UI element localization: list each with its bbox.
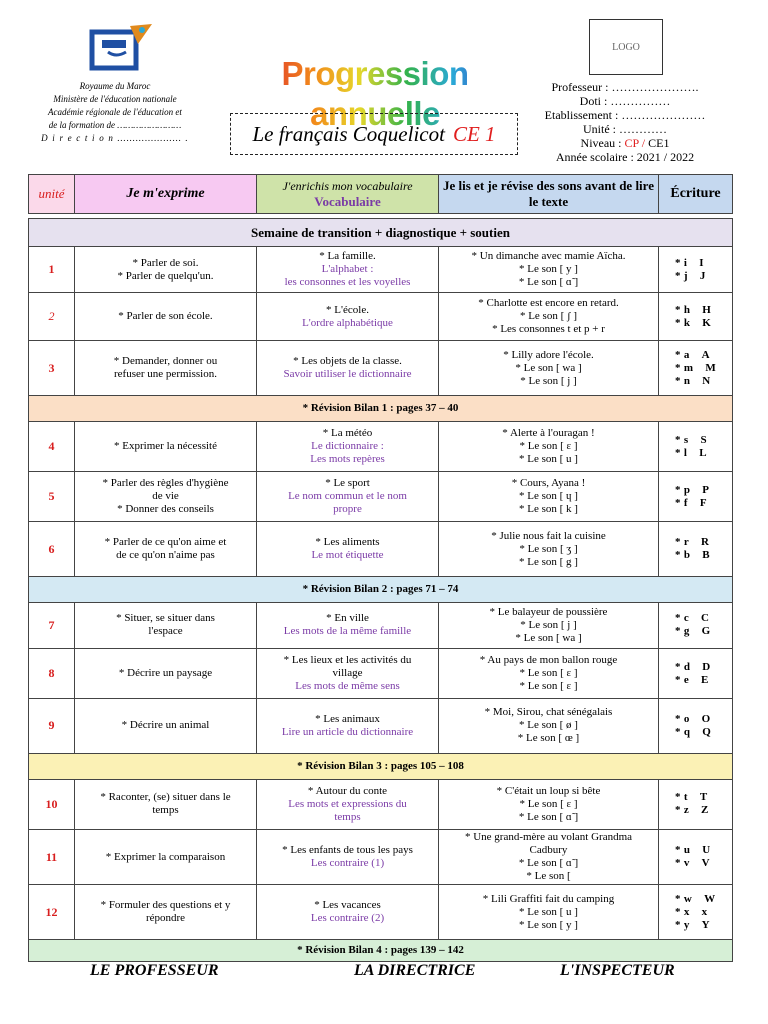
teacher-info [530,80,720,164]
info-annee: Année scolaire : 2021 / 2022 [555,150,695,164]
uppercase-letter: N [702,374,711,387]
uppercase-letter: O [701,712,711,725]
org-line: de la formation de …………………… [48,120,182,130]
lowercase-letter: * v [675,857,690,870]
vocabulaire-notion: Lire un article du dictionnaire [281,725,414,738]
exprime-line: * Parler de soi. [132,256,199,269]
uppercase-letter: V [701,857,710,870]
lowercase-letter: * s [675,433,689,446]
ecriture-cell [659,341,733,395]
lecture-cell [439,829,659,884]
uppercase-letter: F [699,496,707,509]
ecriture-letter-pair [661,919,730,932]
ecriture-letter-pair [661,484,730,497]
uppercase-letter: A [701,348,710,361]
ecriture-cell [659,829,733,884]
vocabulaire-cell [257,885,439,939]
unit-row [29,472,733,522]
unit-number: 9 [29,699,75,753]
revision-row-cell: * Révision Bilan 4 : pages 139 – 142 [29,939,733,961]
vocabulaire-theme: * Les enfants de tous les pays [282,844,413,857]
lowercase-letter: * a [675,348,690,361]
ecriture-cell [659,699,733,753]
lecture-line: * Le son [ wa ] [515,631,582,644]
uppercase-letter: T [699,791,708,804]
revision-row-cell: * Révision Bilan 2 : pages 71 – 74 [29,576,733,602]
progression-table-body [29,175,733,962]
lecture-line: * Julie nous fait la cuisine [491,529,606,542]
lecture-line: * Le son [ ɥ ] [519,490,578,503]
exprime-cell [75,885,257,939]
revision-row-cell: * Révision Bilan 3 : pages 105 – 108 [29,753,733,779]
lecture-line: * Charlotte est encore en retard. [478,297,619,310]
vocabulaire-theme: * Les objets de la classe. [293,355,402,368]
lowercase-letter: * n [675,374,691,387]
lecture-line: * Le son [ ɛ ] [519,440,578,453]
exprime-cell [75,699,257,753]
vocabulaire-notion: L'ordre alphabétique [302,316,393,329]
niveau-ce1: CE1 [648,136,670,150]
unit-number: 3 [29,341,75,395]
unit-number: 11 [29,829,75,884]
exprime-line: * Parler de quelqu'un. [117,269,214,282]
exprime-line: * Parler de son école. [118,310,213,323]
vocabulaire-notion: L'alphabet : [321,263,374,276]
logo-placeholder-text: LOGO [612,41,640,53]
exprime-line: refuser une permission. [114,368,217,381]
vocabulaire-cell [257,421,439,471]
lecture-line: * Le son [ ø ] [519,719,578,732]
lecture-line: * Le son [ wa ] [515,361,582,374]
exprime-cell [75,522,257,576]
lowercase-letter: * b [675,549,691,562]
lowercase-letter: * e [675,673,690,686]
lowercase-letter: * r [675,536,690,549]
lowercase-letter: * y [675,918,690,931]
vocabulaire-cell [257,293,439,341]
vocabulaire-theme: * Les aliments [315,536,380,549]
header-unite: unité [29,175,75,214]
vocabulaire-cell [257,472,439,522]
vocabulaire-cell [257,699,439,753]
info-doti: Doti : …………… [579,94,671,108]
unit-row [29,247,733,293]
exprime-line: répondre [145,912,186,925]
ecriture-letter-pair [661,497,730,510]
niveau-label: Niveau : [580,136,625,150]
lecture-line: * Le son [ œ ] [517,732,580,745]
exprime-line: * Situer, se situer dans [116,612,215,625]
uppercase-letter: D [702,660,711,673]
vocabulaire-notion: Savoir utiliser le dictionnaire [283,368,412,381]
unit-row [29,885,733,939]
vocabulaire-notion: Les mots et expressions du [288,797,407,810]
org-line: D i r e c t i o n ………………… . [41,133,189,143]
uppercase-letter: Z [701,804,709,817]
header-lecture: Je lis et je révise des sons avant de lire le texte [439,175,659,214]
revision-row [29,753,733,779]
uppercase-letter: Q [702,725,712,738]
header-voc-line1: J'enrichis mon vocabulaire [282,178,413,193]
uppercase-letter: M [705,361,717,374]
ecriture-letter-pair [661,906,730,919]
vocabulaire-theme: * L'école. [326,303,369,316]
uppercase-letter: Y [701,918,710,931]
ecriture-cell [659,293,733,341]
uppercase-letter: K [702,316,712,329]
revision-row [29,939,733,961]
vocabulaire-theme: * Les vacances [314,899,381,912]
lowercase-letter: * g [675,625,690,638]
lecture-line: * Le son [ ɛ ] [519,667,578,680]
ecriture-letter-pair [661,434,730,447]
logo-placeholder [589,19,663,75]
lecture-line: * Le son [ j ] [520,618,577,631]
progression-table [28,174,733,962]
lecture-cell [439,522,659,576]
vocabulaire-cell [257,522,439,576]
ecriture-letter-pair [661,536,730,549]
ecriture-letter-pair [661,661,730,674]
niveau-cp: CP [624,136,639,150]
exprime-line: * Donner des conseils [117,503,214,516]
exprime-line: de ce qu'on n'aime pas [116,549,215,562]
exprime-line: * Exprimer la comparaison [105,850,226,863]
lecture-line: * Lilly adore l'école. [503,348,594,361]
vocabulaire-theme: * En ville [326,612,369,625]
lecture-line: * Le son [ k ] [519,503,578,516]
exprime-line: * Exprimer la nécessité [114,440,217,453]
lecture-cell [439,779,659,829]
exprime-line: * Demander, donner ou [113,355,218,368]
vocabulaire-theme: * Les lieux et les activités du [283,654,412,667]
lecture-cell [439,602,659,648]
lecture-line: * Le son [ u ] [519,905,578,918]
lowercase-letter: * l [675,446,688,459]
lecture-line: * Le son [ ɑ̃ ] [518,857,579,870]
lecture-cell [439,648,659,698]
lecture-cell [439,699,659,753]
unit-number: 1 [29,247,75,293]
unit-number: 7 [29,602,75,648]
ecriture-letter-pair [661,362,730,375]
header-voc-line2: Vocabulaire [314,193,381,209]
vocabulaire-theme: village [332,667,363,680]
exprime-cell [75,293,257,341]
lecture-line: * Le son [ ɛ ] [519,680,578,693]
uppercase-letter: U [702,844,711,857]
exprime-line: de vie [152,490,179,503]
vocabulaire-notion: temps [334,810,361,823]
vocabulaire-cell [257,829,439,884]
ecriture-letter-pair [661,349,730,362]
header-exprime: Je m'exprime [75,175,257,214]
unit-number: 4 [29,421,75,471]
ecriture-cell [659,885,733,939]
unit-number: 2 [29,293,75,341]
vocabulaire-theme: * La météo [322,427,373,440]
lowercase-letter: * k [675,316,691,329]
ecriture-letter-pair [661,713,730,726]
lecture-line: * Le son [ ɑ̃ ] [518,276,579,289]
exprime-cell [75,341,257,395]
signature-directrice: LA DIRECTRICE [354,962,476,979]
vocabulaire-cell [257,602,439,648]
lecture-line: Cadbury [529,844,568,857]
unit-row [29,293,733,341]
lecture-line: * Le son [ y ] [519,263,578,276]
vocabulaire-theme: * Autour du conte [307,784,388,797]
ecriture-letter-pair [661,625,730,638]
lecture-line: * Moi, Sirou, chat sénégalais [484,706,613,719]
org-line: Académie régionale de l'éducation et [48,107,182,117]
ecriture-letter-pair [661,549,730,562]
lecture-line: * Le son [ j ] [520,374,577,387]
lowercase-letter: * i [675,256,688,269]
unit-row [29,341,733,395]
exprime-line: * Raconter, (se) situer dans le [100,791,231,804]
organization-block [30,80,200,145]
ecriture-letter-pair [661,726,730,739]
ecriture-cell [659,472,733,522]
signature-inspecteur: L'INSPECTEUR [560,962,675,979]
lecture-line: * Les consonnes t et p + r [492,323,605,336]
unit-number: 5 [29,472,75,522]
lecture-line: * Une grand-mère au volant Grandma [464,831,633,844]
exprime-cell [75,421,257,471]
unit-number: 8 [29,648,75,698]
ecriture-letter-pair [661,804,730,817]
lowercase-letter: * x [675,905,690,918]
uppercase-letter: J [699,269,706,282]
lowercase-letter: * q [675,725,691,738]
ecriture-letter-pair [661,612,730,625]
revision-row [29,576,733,602]
vocabulaire-notion: Le nom commun et le nom [288,490,407,503]
ecriture-letter-pair [661,447,730,460]
niveau-sep: / [638,136,649,150]
header-ecriture: Écriture [659,175,733,214]
unit-row [29,602,733,648]
vocabulaire-theme: * Les animaux [315,712,380,725]
ecriture-letter-pair [661,304,730,317]
uppercase-letter: B [702,549,710,562]
ecriture-cell [659,648,733,698]
signature-professeur: LE PROFESSEUR [90,962,219,979]
ecriture-cell [659,247,733,293]
unit-row [29,522,733,576]
lowercase-letter: * c [675,612,690,625]
lecture-line: * Le son [ ʃ ] [519,310,578,323]
unit-number: 10 [29,779,75,829]
transition-row [29,218,733,246]
lowercase-letter: * j [675,269,688,282]
lecture-line: * Le son [ ɛ ] [519,797,578,810]
subtitle-text: Le français Coquelicot [252,121,445,146]
ecriture-letter-pair [661,857,730,870]
exprime-line: * Décrire un paysage [118,667,213,680]
uppercase-letter: W [704,892,716,905]
lecture-line: * Un dimanche avec mamie Aïcha. [471,250,626,263]
table-header-row [29,175,733,214]
vocabulaire-notion: les consonnes et les voyelles [284,276,411,289]
exprime-line: * Décrire un animal [121,719,210,732]
org-line: Royaume du Maroc [79,81,151,91]
header-vocabulaire [257,175,439,214]
uppercase-letter: P [702,483,710,496]
unit-row [29,699,733,753]
lecture-line: * Le son [ [526,870,571,883]
lecture-line: * Le son [ g ] [519,555,578,568]
vocabulaire-notion: Les mots de même sens [295,680,400,693]
exprime-cell [75,247,257,293]
ecriture-letter-pair [661,844,730,857]
exprime-cell [75,602,257,648]
unit-number: 12 [29,885,75,939]
ecriture-letter-pair [661,674,730,687]
subtitle-level: CE 1 [452,121,496,146]
vocabulaire-cell [257,648,439,698]
exprime-cell [75,472,257,522]
ecriture-cell [659,522,733,576]
signature-footer [0,962,768,984]
lecture-cell [439,885,659,939]
unit-row [29,829,733,884]
vocabulaire-notion: Le mot étiquette [311,549,384,562]
lowercase-letter: * f [675,496,688,509]
exprime-line: * Parler de ce qu'on aime et [104,536,227,549]
lecture-line: * Le son [ y ] [519,918,578,931]
uppercase-letter: H [702,303,712,316]
vocabulaire-notion: Les contraire (2) [310,912,385,925]
exprime-line: * Formuler des questions et y [100,899,231,912]
vocabulaire-theme: * Le sport [325,477,370,490]
lowercase-letter: * d [675,660,691,673]
academy-logo [86,22,158,72]
info-unite: Unité : ………… [583,122,667,136]
lowercase-letter: * m [675,361,694,374]
org-line: Ministère de l'éducation nationale [53,94,177,104]
ecriture-cell [659,779,733,829]
lowercase-letter: * t [675,791,688,804]
ecriture-cell [659,602,733,648]
exprime-line: temps [152,804,179,817]
exprime-cell [75,779,257,829]
lecture-line: * Le son [ ɑ̃ ] [518,810,579,823]
lecture-line: * Le son [ ʒ ] [519,542,578,555]
uppercase-letter: L [699,446,707,459]
uppercase-letter: I [699,256,704,269]
vocabulaire-notion: Les mots de la même famille [283,625,412,638]
uppercase-letter: x [701,905,708,918]
lecture-line: * Cours, Ayana ! [511,477,586,490]
uppercase-letter: S [700,433,707,446]
lowercase-letter: * u [675,844,691,857]
lecture-line: * Alerte à l'ouragan ! [502,427,595,440]
lecture-line: * Le balayeur de poussière [489,605,608,618]
exprime-cell [75,648,257,698]
vocabulaire-notion: propre [333,503,362,516]
lecture-cell [439,293,659,341]
uppercase-letter: C [701,612,710,625]
uppercase-letter: R [701,536,710,549]
info-etablissement: Etablissement : ………………… [544,108,706,122]
lowercase-letter: * z [675,804,690,817]
vocabulaire-notion: Les contraire (1) [310,857,385,870]
vocabulaire-cell [257,341,439,395]
vocabulaire-notion: Les mots repères [310,453,385,466]
lecture-cell [439,472,659,522]
ecriture-letter-pair [661,317,730,330]
exprime-line: l'espace [148,625,183,638]
ecriture-letter-pair [661,257,730,270]
ecriture-cell [659,421,733,471]
vocabulaire-cell [257,247,439,293]
ecriture-letter-pair [661,791,730,804]
lecture-cell [439,247,659,293]
lowercase-letter: * h [675,303,691,316]
lecture-cell [439,421,659,471]
lecture-line: * Au pays de mon ballon rouge [479,654,618,667]
unit-row [29,648,733,698]
ecriture-letter-pair [661,893,730,906]
ecriture-letter-pair [661,375,730,388]
vocabulaire-theme: * La famille. [319,250,376,263]
lecture-line: * Lili Graffiti fait du camping [482,892,615,905]
lowercase-letter: * o [675,712,690,725]
page-title: Progression annuelle [220,54,530,134]
unit-row [29,421,733,471]
revision-row-cell: * Révision Bilan 1 : pages 37 – 40 [29,395,733,421]
lecture-line: * Le son [ u ] [519,453,578,466]
uppercase-letter: G [701,625,711,638]
lowercase-letter: * p [675,483,691,496]
unit-number: 6 [29,522,75,576]
transition-row-cell: Semaine de transition + diagnostique + soutien [29,218,733,246]
revision-row [29,395,733,421]
unit-row [29,779,733,829]
info-professeur: Professeur : …………………. [551,80,699,94]
lecture-cell [439,341,659,395]
uppercase-letter: E [701,673,709,686]
subtitle-box [230,113,518,155]
ecriture-letter-pair [661,270,730,283]
exprime-cell [75,829,257,884]
vocabulaire-cell [257,779,439,829]
exprime-line: * Parler des règles d'hygiène [102,477,229,490]
lecture-line: * C'était un loup si bête [496,784,601,797]
lowercase-letter: * w [675,892,693,905]
info-niveau [530,136,720,150]
vocabulaire-notion: Le dictionnaire : [311,440,384,453]
